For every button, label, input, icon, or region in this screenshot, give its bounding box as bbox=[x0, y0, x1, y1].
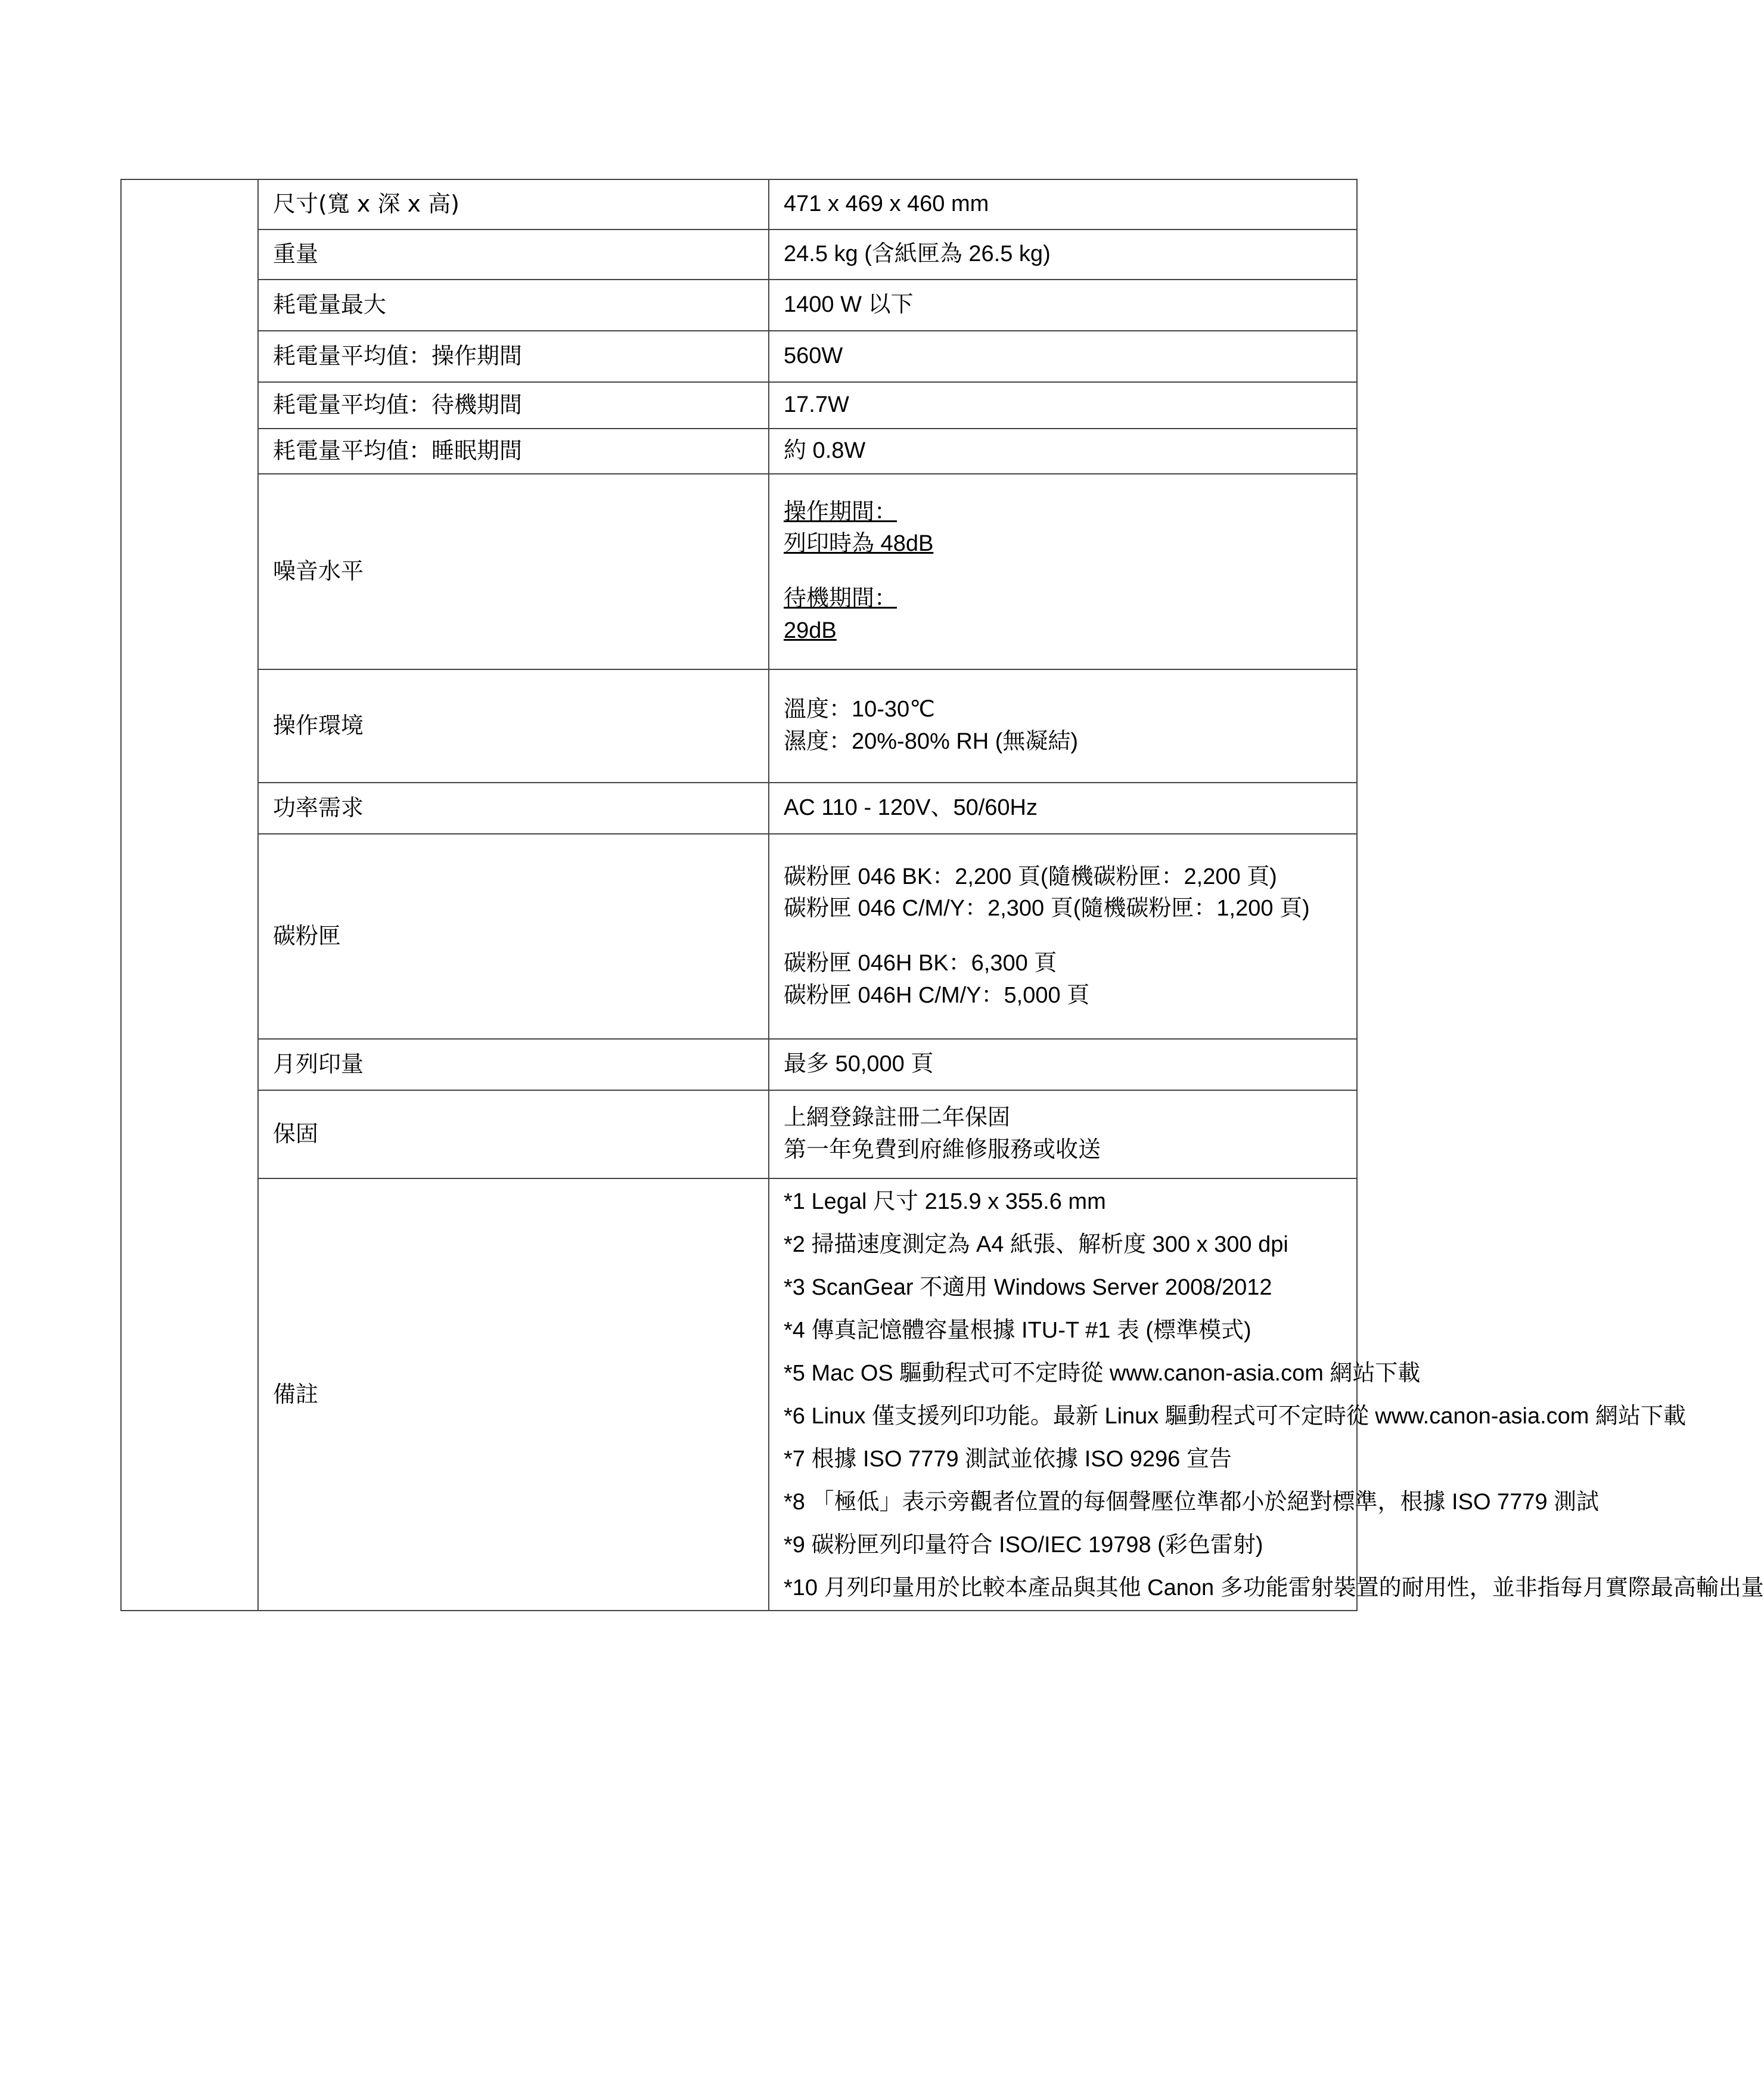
table-row bbox=[121, 783, 1357, 834]
spec-value: 471 x 469 x 460 mm bbox=[769, 179, 1357, 229]
noise-op-title: 操作期間： bbox=[784, 499, 897, 525]
noise-standby-value: 29dB bbox=[784, 618, 837, 643]
section-label-cell bbox=[121, 179, 258, 1611]
table-row bbox=[121, 834, 1357, 1039]
spec-table bbox=[120, 179, 1764, 1611]
toner-label: 碳粉匣 bbox=[258, 834, 769, 1039]
environment-label: 操作環境 bbox=[258, 669, 769, 783]
table-row bbox=[121, 280, 1357, 331]
warranty-label: 保固 bbox=[258, 1090, 769, 1178]
remark-note: *5 Mac OS 驅動程式可不定時從 www.canon-asia.com 網站下載 bbox=[784, 1360, 1421, 1386]
table-row bbox=[121, 179, 1357, 229]
environment-temp: 溫度：10-30℃ bbox=[784, 697, 935, 722]
table-row bbox=[121, 1178, 1357, 1611]
toner-line: 碳粉匣 046H C/M/Y：5,000 頁 bbox=[784, 982, 1090, 1008]
environment-value bbox=[769, 669, 1357, 783]
noise-op-value: 列印時為 48dB bbox=[784, 531, 934, 557]
remarks-label: 備註 bbox=[258, 1178, 769, 1611]
noise-label: 噪音水平 bbox=[258, 474, 769, 669]
noise-value bbox=[769, 474, 1357, 669]
table-row bbox=[121, 474, 1357, 669]
spec-value: 560W bbox=[769, 331, 1357, 382]
spec-value: 17.7W bbox=[769, 382, 1357, 429]
spec-label: 耗電量平均值：待機期間 bbox=[258, 382, 769, 429]
remark-note: *7 根據 ISO 7779 測試並依據 ISO 9296 宣告 bbox=[784, 1446, 1232, 1472]
environment-humidity: 濕度：20%-80% RH (無凝結) bbox=[784, 729, 1079, 754]
noise-standby-title: 待機期間： bbox=[784, 586, 897, 611]
monthly-label: 月列印量 bbox=[258, 1039, 769, 1090]
toner-line: 碳粉匣 046 BK：2,200 頁(隨機碳粉匣：2,200 頁) bbox=[784, 864, 1277, 889]
toner-value bbox=[769, 834, 1357, 1039]
remark-note: *3 ScanGear 不適用 Windows Server 2008/2012 bbox=[784, 1274, 1272, 1300]
spec-value: 約 0.8W bbox=[769, 429, 1357, 474]
monthly-value: 最多 50,000 頁 bbox=[769, 1039, 1357, 1090]
table-row bbox=[121, 669, 1357, 783]
spec-label: 尺寸(寬 x 深 x 高) bbox=[258, 179, 769, 229]
spec-value: 24.5 kg (含紙匣為 26.5 kg) bbox=[769, 229, 1357, 280]
spec-label: 耗電量平均值：睡眠期間 bbox=[258, 429, 769, 474]
table-row bbox=[121, 1039, 1357, 1090]
remark-note: *10 月列印量用於比較本產品與其他 Canon 多功能雷射裝置的耐用性，並非指每月實際最高輸出量 bbox=[784, 1575, 1764, 1600]
spec-label: 耗電量最大 bbox=[258, 280, 769, 331]
remark-note: *4 傳真記憶體容量根據 ITU-T #1 表 (標準模式) bbox=[784, 1317, 1251, 1343]
remarks-notes bbox=[769, 1178, 1764, 1611]
table-row bbox=[121, 229, 1357, 280]
table-row bbox=[121, 382, 1357, 429]
power-label: 功率需求 bbox=[258, 783, 769, 834]
power-value: AC 110 - 120V、50/60Hz bbox=[769, 783, 1357, 834]
spec-sheet bbox=[120, 179, 1764, 1611]
warranty-line: 上網登錄註冊二年保固 bbox=[784, 1105, 1011, 1131]
table-row bbox=[121, 1090, 1357, 1178]
remark-note: *9 碳粉匣列印量符合 ISO/IEC 19798 (彩色雷射) bbox=[784, 1532, 1263, 1558]
remark-note: *8 「極低」表示旁觀者位置的每個聲壓位準都小於絕對標準，根據 ISO 7779 測試 bbox=[784, 1489, 1600, 1515]
remark-note: *6 Linux 僅支援列印功能。最新 Linux 驅動程式可不定時從 www.canon-asia.com 網站下載 bbox=[784, 1403, 1686, 1429]
warranty-value bbox=[769, 1090, 1357, 1178]
spec-label: 重量 bbox=[258, 229, 769, 280]
spec-label: 耗電量平均值：操作期間 bbox=[258, 331, 769, 382]
table-row bbox=[121, 429, 1357, 474]
spec-value: 1400 W 以下 bbox=[769, 280, 1357, 331]
warranty-line: 第一年免費到府維修服務或收送 bbox=[784, 1137, 1101, 1162]
remark-note: *2 掃描速度測定為 A4 紙張、解析度 300 x 300 dpi bbox=[784, 1231, 1288, 1257]
toner-line: 碳粉匣 046H BK：6,300 頁 bbox=[784, 951, 1057, 976]
remark-note: *1 Legal 尺寸 215.9 x 355.6 mm bbox=[784, 1189, 1106, 1214]
toner-line: 碳粉匣 046 C/M/Y：2,300 頁(隨機碳粉匣：1,200 頁) bbox=[784, 896, 1310, 922]
table-row bbox=[121, 331, 1357, 382]
